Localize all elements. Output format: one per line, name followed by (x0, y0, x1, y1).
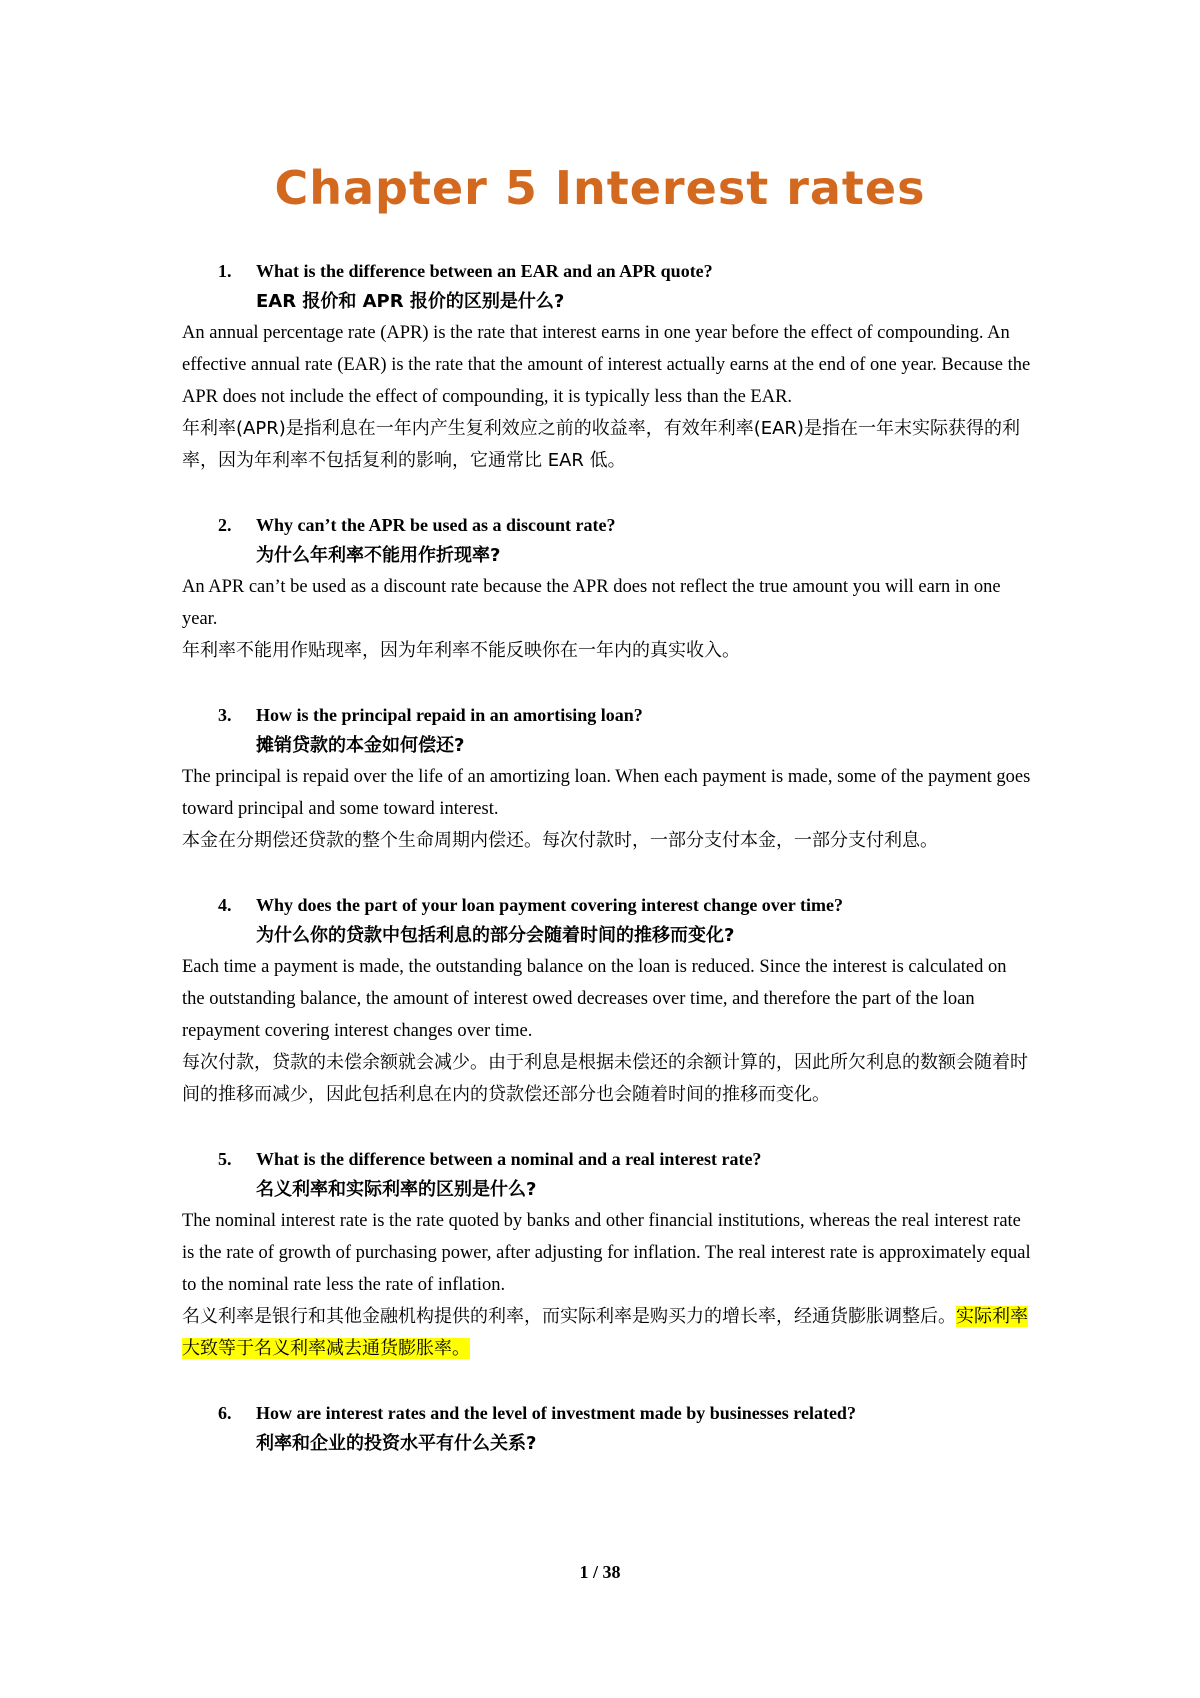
qa-list (182, 255, 1032, 1491)
page-title: Chapter 5 Interest rates (274, 161, 926, 215)
question-text: Why can’t the APR be used as a discount rate? (256, 515, 616, 535)
question-en (182, 1397, 1032, 1429)
question-number: 1. (218, 261, 232, 281)
question-number: 3. (218, 705, 232, 725)
answer-en: The nominal interest rate is the rate quoted by banks and other financial institutions, whereas the real interest rate is the rate of growth of purchasing power, after adjusting for inflation. The real interest rate is approximately equal to the nominal rate less the rate of inflation. (182, 1211, 1031, 1295)
question-text: How is the principal repaid in an amortising loan? (256, 705, 643, 725)
answer-zh: 本金在分期偿还贷款的整个生命周期内偿还。每次付款时，一部分支付本金，一部分支付利息。 (182, 830, 938, 851)
qa-item-1 (182, 255, 1032, 477)
question-en (182, 1143, 1032, 1175)
answer-en: The principal is repaid over the life of an amortizing loan. When each payment is made, some of the payment goes toward principal and some toward interest. (182, 767, 1031, 819)
question-number: 2. (218, 515, 232, 535)
qa-item-2 (182, 509, 1032, 667)
question-number: 5. (218, 1149, 232, 1169)
question-text: What is the difference between an EAR and an APR quote? (256, 261, 713, 281)
answer-zh-text: 名义利率是银行和其他金融机构提供的利率，而实际利率是购买力的增长率，经通货膨胀调整后。 (182, 1306, 956, 1327)
question-en (182, 509, 1032, 541)
question-number: 6. (218, 1403, 232, 1423)
qa-item-5 (182, 1143, 1032, 1365)
question-zh: 为什么你的贷款中包括利息的部分会随着时间的推移而变化? (256, 925, 735, 946)
question-text: Why does the part of your loan payment covering interest change over time? (256, 895, 843, 915)
qa-item-3 (182, 699, 1032, 857)
question-text: What is the difference between a nominal and a real interest rate? (256, 1149, 762, 1169)
page-number: 1 / 38 (579, 1562, 621, 1582)
question-en (182, 255, 1032, 287)
answer-en: Each time a payment is made, the outstanding balance on the loan is reduced. Since the interest is calculated on the outstanding balance, the amount of interest owed decreases over time, and therefore the part of the loan repayment covering interest changes over time. (182, 957, 1007, 1041)
highlighted-text: 实际利率大致等于名义利率减去通货膨胀率。 (182, 1306, 1028, 1359)
answer-zh: 年利率不能用作贴现率，因为年利率不能反映你在一年内的真实收入。 (182, 640, 740, 661)
question-en (182, 889, 1032, 921)
answer-zh (182, 1301, 1032, 1365)
qa-item-4 (182, 889, 1032, 1111)
qa-item-6 (182, 1397, 1032, 1459)
question-zh: EAR 报价和 APR 报价的区别是什么? (256, 291, 565, 312)
answer-en: An annual percentage rate (APR) is the rate that interest earns in one year before the effect of compounding. An effective annual rate (EAR) is the rate that the amount of interest actually earns at the end of one year. Because the APR does not include the effect of compounding, it is typically less than the EAR. (182, 323, 1031, 407)
question-text: How are interest rates and the level of investment made by businesses related? (256, 1403, 856, 1423)
question-number: 4. (218, 895, 232, 915)
question-zh: 名义利率和实际利率的区别是什么? (256, 1179, 537, 1200)
question-zh: 利率和企业的投资水平有什么关系? (256, 1433, 537, 1454)
answer-en: An APR can’t be used as a discount rate because the APR does not reflect the true amount you will earn in one year. (182, 577, 1001, 629)
question-en (182, 699, 1032, 731)
question-zh: 为什么年利率不能用作折现率? (256, 545, 501, 566)
answer-zh: 年利率(APR)是指利息在一年内产生复利效应之前的收益率，有效年利率(EAR)是指在一年末实际获得的利率，因为年利率不包括复利的影响，它通常比 EAR 低。 (182, 418, 1020, 471)
question-zh: 摊销贷款的本金如何偿还? (256, 735, 465, 756)
answer-zh: 每次付款，贷款的未偿余额就会减少。由于利息是根据未偿还的余额计算的，因此所欠利息的数额会随着时间的推移而减少，因此包括利息在内的贷款偿还部分也会随着时间的推移而变化。 (182, 1052, 1028, 1105)
